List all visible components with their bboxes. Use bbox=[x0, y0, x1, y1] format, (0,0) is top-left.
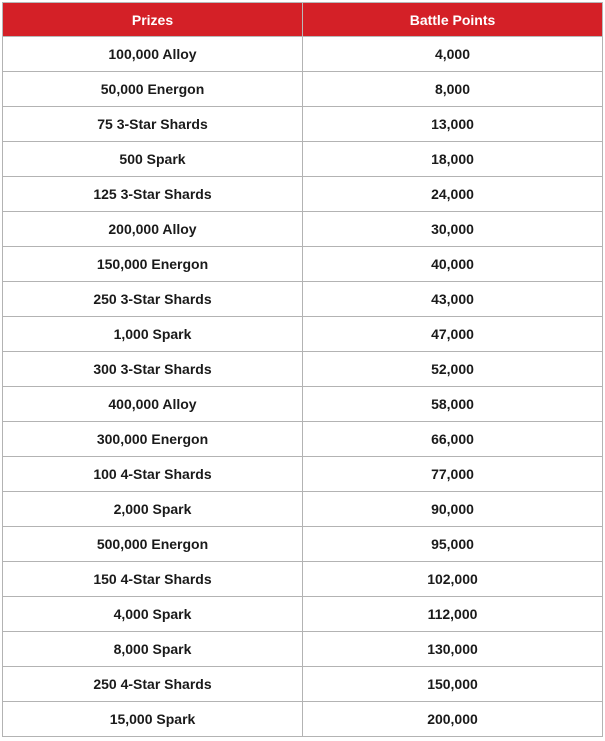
table-row bbox=[3, 562, 603, 597]
table-row bbox=[3, 352, 603, 387]
column-header-prizes: Prizes bbox=[3, 3, 303, 37]
battle-points-cell: 112,000 bbox=[303, 597, 603, 632]
table-row bbox=[3, 37, 603, 72]
table-row bbox=[3, 457, 603, 492]
battle-points-cell: 90,000 bbox=[303, 492, 603, 527]
table-row bbox=[3, 667, 603, 702]
prize-cell: 300 3-Star Shards bbox=[3, 352, 303, 387]
battle-points-cell: 30,000 bbox=[303, 212, 603, 247]
battle-points-cell: 47,000 bbox=[303, 317, 603, 352]
prize-cell: 300,000 Energon bbox=[3, 422, 303, 457]
column-header-battle-points: Battle Points bbox=[303, 3, 603, 37]
table-row bbox=[3, 632, 603, 667]
table-row bbox=[3, 72, 603, 107]
prize-cell: 100,000 Alloy bbox=[3, 37, 303, 72]
table-body bbox=[3, 37, 603, 737]
prize-cell: 250 4-Star Shards bbox=[3, 667, 303, 702]
prize-cell: 75 3-Star Shards bbox=[3, 107, 303, 142]
table-row bbox=[3, 527, 603, 562]
battle-points-cell: 13,000 bbox=[303, 107, 603, 142]
battle-points-cell: 200,000 bbox=[303, 702, 603, 737]
table-row bbox=[3, 177, 603, 212]
battle-points-cell: 58,000 bbox=[303, 387, 603, 422]
table-row bbox=[3, 107, 603, 142]
prize-cell: 1,000 Spark bbox=[3, 317, 303, 352]
prize-cell: 400,000 Alloy bbox=[3, 387, 303, 422]
prize-cell: 50,000 Energon bbox=[3, 72, 303, 107]
battle-points-cell: 18,000 bbox=[303, 142, 603, 177]
battle-points-cell: 43,000 bbox=[303, 282, 603, 317]
prize-cell: 150,000 Energon bbox=[3, 247, 303, 282]
prize-cell: 200,000 Alloy bbox=[3, 212, 303, 247]
prize-table bbox=[2, 2, 603, 737]
table-row bbox=[3, 247, 603, 282]
table-row bbox=[3, 282, 603, 317]
battle-points-cell: 130,000 bbox=[303, 632, 603, 667]
table-row bbox=[3, 702, 603, 737]
prize-cell: 15,000 Spark bbox=[3, 702, 303, 737]
prize-cell: 4,000 Spark bbox=[3, 597, 303, 632]
battle-points-cell: 8,000 bbox=[303, 72, 603, 107]
prize-cell: 150 4-Star Shards bbox=[3, 562, 303, 597]
prize-cell: 250 3-Star Shards bbox=[3, 282, 303, 317]
battle-points-cell: 95,000 bbox=[303, 527, 603, 562]
table-header bbox=[3, 3, 603, 37]
battle-points-cell: 24,000 bbox=[303, 177, 603, 212]
table-row bbox=[3, 142, 603, 177]
table-row bbox=[3, 492, 603, 527]
header-row bbox=[3, 3, 603, 37]
battle-points-cell: 102,000 bbox=[303, 562, 603, 597]
table-row bbox=[3, 422, 603, 457]
prize-cell: 100 4-Star Shards bbox=[3, 457, 303, 492]
prize-cell: 2,000 Spark bbox=[3, 492, 303, 527]
table-row bbox=[3, 317, 603, 352]
battle-points-cell: 150,000 bbox=[303, 667, 603, 702]
battle-points-cell: 4,000 bbox=[303, 37, 603, 72]
prize-cell: 125 3-Star Shards bbox=[3, 177, 303, 212]
battle-points-cell: 52,000 bbox=[303, 352, 603, 387]
battle-points-cell: 77,000 bbox=[303, 457, 603, 492]
battle-points-cell: 66,000 bbox=[303, 422, 603, 457]
table-row bbox=[3, 597, 603, 632]
table-row bbox=[3, 212, 603, 247]
prize-cell: 8,000 Spark bbox=[3, 632, 303, 667]
prize-cell: 500,000 Energon bbox=[3, 527, 303, 562]
prize-cell: 500 Spark bbox=[3, 142, 303, 177]
battle-points-cell: 40,000 bbox=[303, 247, 603, 282]
table-row bbox=[3, 387, 603, 422]
